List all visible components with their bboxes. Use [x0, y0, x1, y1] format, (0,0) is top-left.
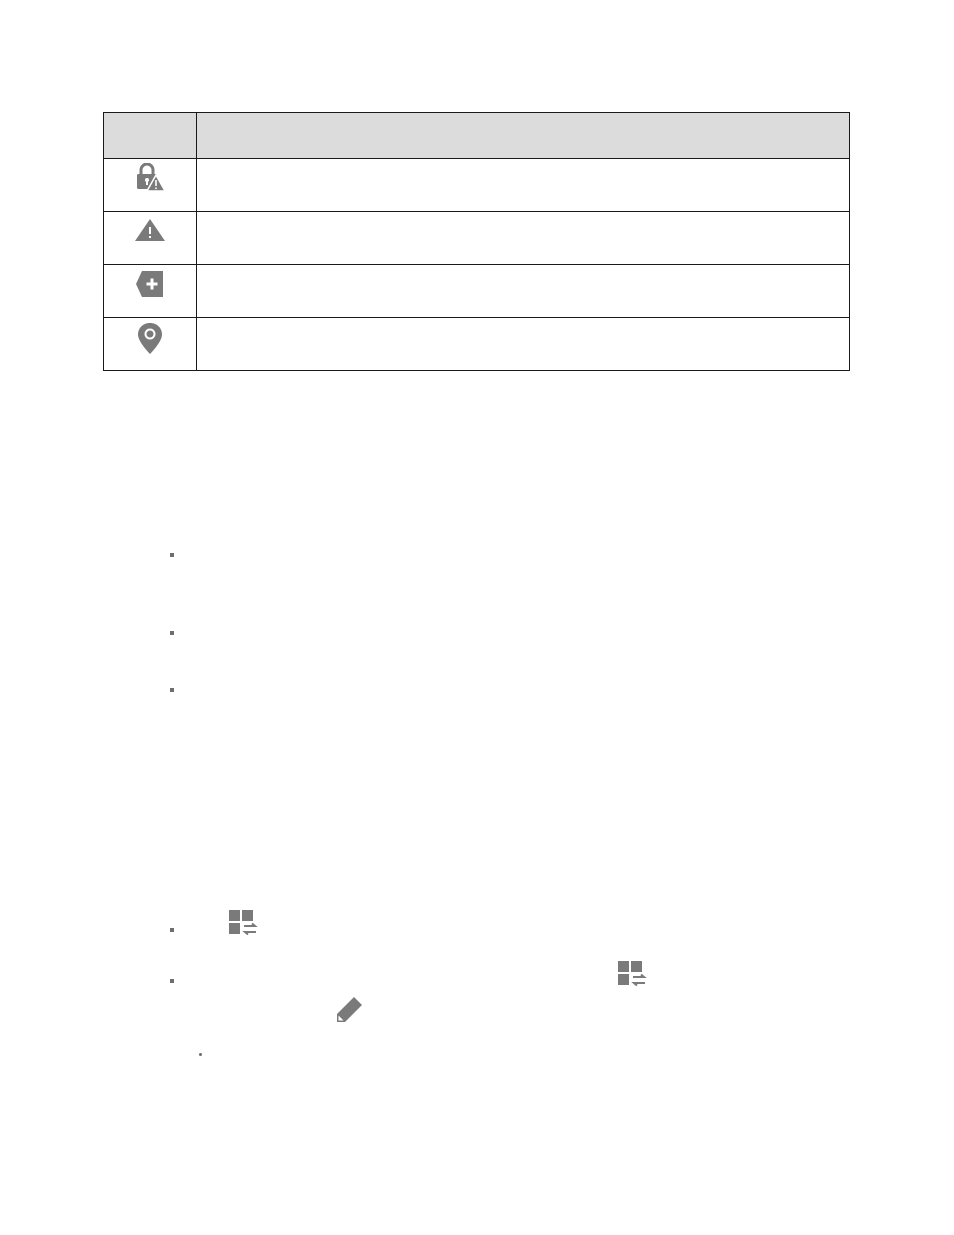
table-row [104, 212, 850, 265]
status-icon-table [103, 112, 850, 371]
bullet-marker [170, 631, 174, 635]
bullet-marker [170, 928, 174, 932]
sub-bullet-marker [199, 1053, 202, 1056]
bullet-marker [170, 688, 174, 692]
lock-warning-icon [134, 163, 166, 193]
pencil-icon [334, 995, 364, 1025]
table-cell-icon [104, 159, 197, 212]
table-cell-description [197, 265, 850, 318]
bullet-marker [170, 553, 174, 557]
tag-plus-icon [134, 269, 166, 299]
table-row [104, 159, 850, 212]
table-row [104, 318, 850, 371]
table-cell-description [197, 159, 850, 212]
location-pin-icon [134, 322, 166, 356]
table-cell-description [197, 212, 850, 265]
table-cell-icon [104, 265, 197, 318]
table-header-icon [104, 113, 197, 159]
warning-triangle-icon [134, 216, 166, 244]
table-cell-description [197, 318, 850, 371]
table-cell-icon [104, 318, 197, 371]
table-header-row [104, 113, 850, 159]
bullet-marker [170, 979, 174, 983]
quick-settings-edit-icon [617, 960, 647, 988]
table-header-description [197, 113, 850, 159]
table-cell-icon [104, 212, 197, 265]
quick-settings-edit-icon [228, 909, 258, 937]
table-row [104, 265, 850, 318]
